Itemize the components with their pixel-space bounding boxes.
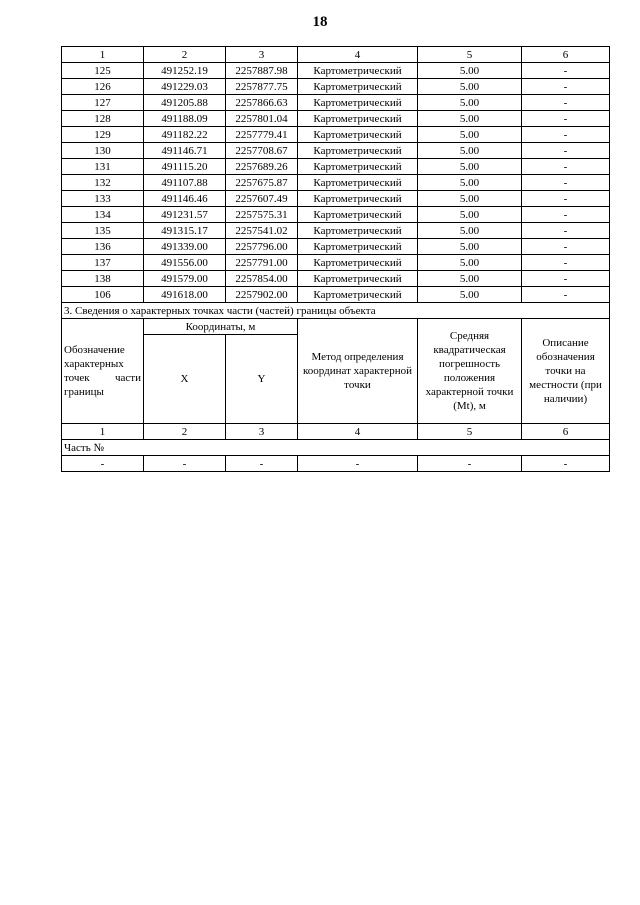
coord-x-cell: 491579.00	[144, 271, 226, 287]
point-number-cell: 130	[62, 143, 144, 159]
accuracy-cell: 5.00	[418, 207, 522, 223]
method-cell: Картометрический	[298, 255, 418, 271]
column-number: 6	[522, 424, 610, 440]
column-number: 4	[298, 424, 418, 440]
method-cell: Картометрический	[298, 79, 418, 95]
description-cell: -	[522, 207, 610, 223]
description-cell: -	[522, 191, 610, 207]
description-cell: -	[522, 287, 610, 303]
header-description: Описание обозначения точки на местности (при наличии)	[522, 319, 610, 424]
method-cell: Картометрический	[298, 207, 418, 223]
column-number: 1	[62, 47, 144, 63]
accuracy-cell: 5.00	[418, 287, 522, 303]
description-cell: -	[522, 143, 610, 159]
header-accuracy: Средняя квадратическая погрешность положения характерной точки (Mt), м	[418, 319, 522, 424]
coord-y-cell: 2257902.00	[226, 287, 298, 303]
coord-y-cell: 2257866.63	[226, 95, 298, 111]
empty-cell: -	[418, 456, 522, 472]
coord-y-cell: 2257689.26	[226, 159, 298, 175]
coord-x-cell: 491252.19	[144, 63, 226, 79]
accuracy-cell: 5.00	[418, 191, 522, 207]
accuracy-cell: 5.00	[418, 143, 522, 159]
accuracy-cell: 5.00	[418, 239, 522, 255]
coord-y-cell: 2257801.04	[226, 111, 298, 127]
coord-y-cell: 2257675.87	[226, 175, 298, 191]
description-cell: -	[522, 159, 610, 175]
coordinate-row	[62, 255, 610, 271]
description-cell: -	[522, 111, 610, 127]
method-cell: Картометрический	[298, 127, 418, 143]
point-number-cell: 136	[62, 239, 144, 255]
description-cell: -	[522, 127, 610, 143]
empty-cell: -	[144, 456, 226, 472]
coord-x-cell: 491115.20	[144, 159, 226, 175]
coord-x-cell: 491188.09	[144, 111, 226, 127]
coord-y-cell: 2257541.02	[226, 223, 298, 239]
column-number: 4	[298, 47, 418, 63]
accuracy-cell: 5.00	[418, 63, 522, 79]
coord-x-cell: 491146.46	[144, 191, 226, 207]
accuracy-cell: 5.00	[418, 127, 522, 143]
coordinate-row	[62, 159, 610, 175]
accuracy-cell: 5.00	[418, 223, 522, 239]
point-number-cell: 131	[62, 159, 144, 175]
accuracy-cell: 5.00	[418, 159, 522, 175]
method-cell: Картометрический	[298, 95, 418, 111]
point-number-cell: 135	[62, 223, 144, 239]
description-cell: -	[522, 95, 610, 111]
column-number-row	[62, 47, 610, 63]
coord-y-cell: 2257779.41	[226, 127, 298, 143]
method-cell: Картометрический	[298, 287, 418, 303]
point-number-cell: 134	[62, 207, 144, 223]
coord-x-cell: 491229.03	[144, 79, 226, 95]
method-cell: Картометрический	[298, 239, 418, 255]
coordinates-table	[61, 46, 610, 472]
method-cell: Картометрический	[298, 63, 418, 79]
section-title: 3. Сведения о характерных точках части (частей) границы объекта	[62, 303, 610, 319]
point-number-cell: 126	[62, 79, 144, 95]
coordinate-row	[62, 223, 610, 239]
description-cell: -	[522, 223, 610, 239]
description-cell: -	[522, 271, 610, 287]
accuracy-cell: 5.00	[418, 175, 522, 191]
coordinate-row	[62, 95, 610, 111]
coordinate-row	[62, 63, 610, 79]
coord-y-cell: 2257575.31	[226, 207, 298, 223]
coord-y-cell: 2257854.00	[226, 271, 298, 287]
point-number-cell: 128	[62, 111, 144, 127]
point-number-cell: 132	[62, 175, 144, 191]
coordinate-row	[62, 239, 610, 255]
column-number: 2	[144, 424, 226, 440]
coord-y-cell: 2257877.75	[226, 79, 298, 95]
header-designation: Обозначение характерных точек части границы	[62, 319, 144, 424]
point-number-cell: 137	[62, 255, 144, 271]
coord-x-cell: 491182.22	[144, 127, 226, 143]
point-number-cell: 133	[62, 191, 144, 207]
description-cell: -	[522, 79, 610, 95]
point-number-cell: 125	[62, 63, 144, 79]
method-cell: Картометрический	[298, 111, 418, 127]
coord-x-cell: 491618.00	[144, 287, 226, 303]
header-method: Метод определения координат характерной точки	[298, 319, 418, 424]
column-number: 5	[418, 424, 522, 440]
coordinate-row	[62, 287, 610, 303]
coord-y-cell: 2257708.67	[226, 143, 298, 159]
part-label: Часть №	[62, 440, 610, 456]
coordinate-row	[62, 143, 610, 159]
header-x: X	[144, 335, 226, 424]
section-header-row	[62, 319, 610, 335]
point-number-cell: 129	[62, 127, 144, 143]
header-y: Y	[226, 335, 298, 424]
column-number: 6	[522, 47, 610, 63]
coordinate-row	[62, 175, 610, 191]
description-cell: -	[522, 175, 610, 191]
column-number: 2	[144, 47, 226, 63]
point-number-cell: 127	[62, 95, 144, 111]
part-label-row	[62, 440, 610, 456]
section-title-row	[62, 303, 610, 319]
coordinate-row	[62, 79, 610, 95]
page-number: 18	[312, 14, 328, 30]
coord-y-cell: 2257796.00	[226, 239, 298, 255]
coord-y-cell: 2257791.00	[226, 255, 298, 271]
section-column-number-row	[62, 424, 610, 440]
coord-x-cell: 491205.88	[144, 95, 226, 111]
empty-cell: -	[522, 456, 610, 472]
method-cell: Картометрический	[298, 223, 418, 239]
accuracy-cell: 5.00	[418, 95, 522, 111]
coord-x-cell: 491556.00	[144, 255, 226, 271]
coord-y-cell: 2257607.49	[226, 191, 298, 207]
description-cell: -	[522, 239, 610, 255]
empty-cell: -	[298, 456, 418, 472]
coordinate-row	[62, 207, 610, 223]
method-cell: Картометрический	[298, 159, 418, 175]
header-coordinates: Координаты, м	[144, 319, 298, 335]
description-cell: -	[522, 255, 610, 271]
point-number-cell: 138	[62, 271, 144, 287]
column-number: 5	[418, 47, 522, 63]
method-cell: Картометрический	[298, 271, 418, 287]
coordinate-row	[62, 191, 610, 207]
column-number: 3	[226, 424, 298, 440]
column-number: 3	[226, 47, 298, 63]
method-cell: Картометрический	[298, 143, 418, 159]
accuracy-cell: 5.00	[418, 271, 522, 287]
accuracy-cell: 5.00	[418, 255, 522, 271]
accuracy-cell: 5.00	[418, 79, 522, 95]
description-cell: -	[522, 63, 610, 79]
coord-x-cell: 491107.88	[144, 175, 226, 191]
method-cell: Картометрический	[298, 191, 418, 207]
coord-x-cell: 491315.17	[144, 223, 226, 239]
coordinate-row	[62, 111, 610, 127]
coord-x-cell: 491146.71	[144, 143, 226, 159]
coordinate-row	[62, 127, 610, 143]
empty-cell: -	[62, 456, 144, 472]
empty-data-row	[62, 456, 610, 472]
coordinate-row	[62, 271, 610, 287]
empty-cell: -	[226, 456, 298, 472]
accuracy-cell: 5.00	[418, 111, 522, 127]
method-cell: Картометрический	[298, 175, 418, 191]
coord-x-cell: 491339.00	[144, 239, 226, 255]
coord-x-cell: 491231.57	[144, 207, 226, 223]
point-number-cell: 106	[62, 287, 144, 303]
column-number: 1	[62, 424, 144, 440]
coord-y-cell: 2257887.98	[226, 63, 298, 79]
